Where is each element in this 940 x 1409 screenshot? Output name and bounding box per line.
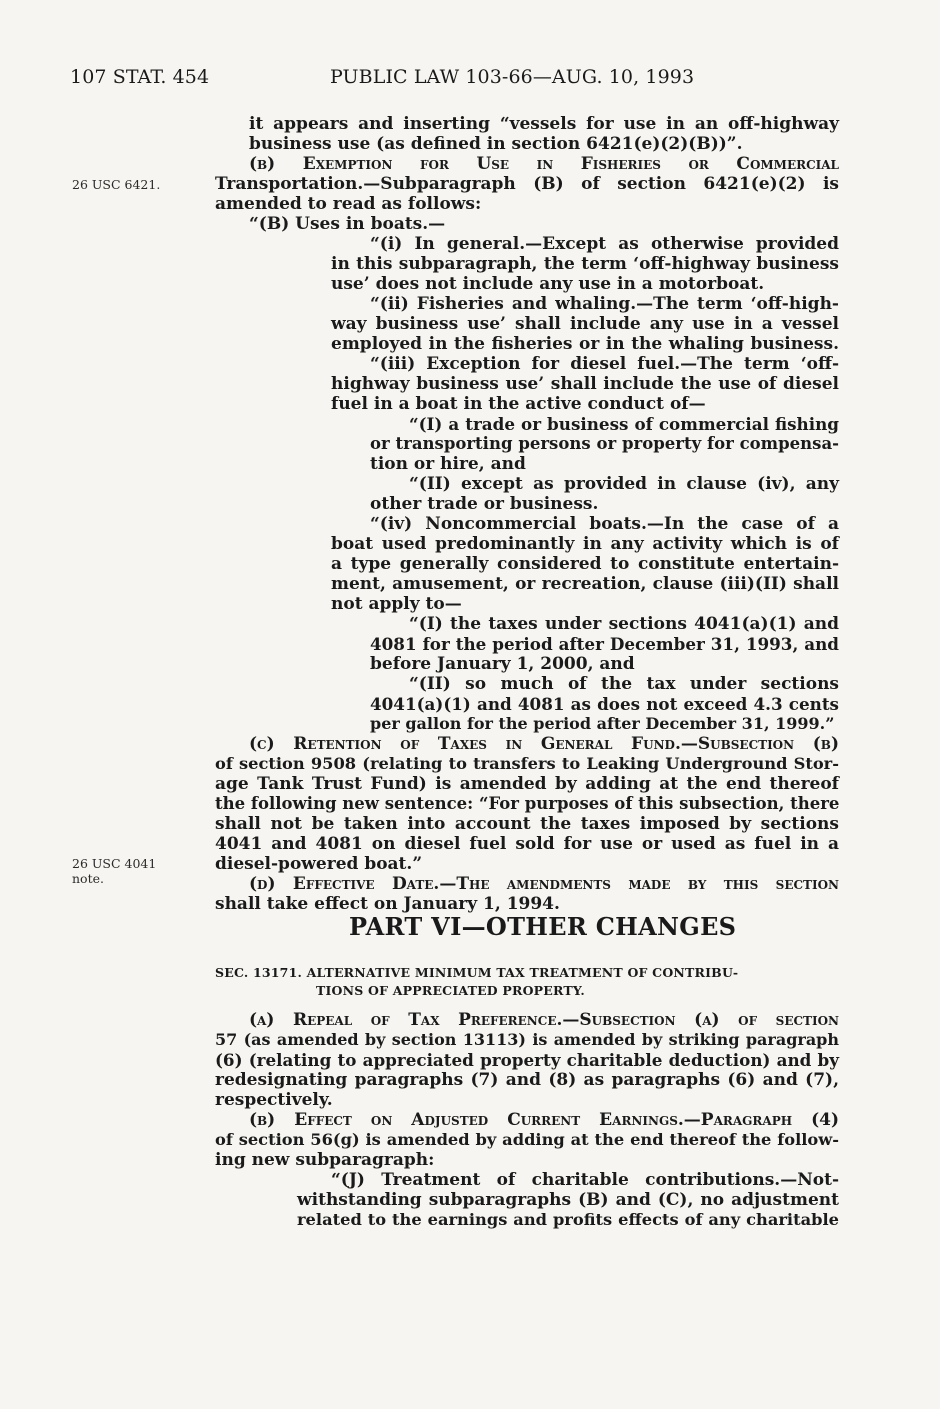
text-line: of section 56(g) is amended by adding at the end thereof the follow- xyxy=(215,1130,839,1149)
text-line: “(I) a trade or business of commercial fishing xyxy=(409,414,839,434)
text-line: (c) Retention of Taxes in General Fund.—Subsection (b) xyxy=(249,734,839,754)
part-title: PART VI—OTHER CHANGES xyxy=(349,912,737,941)
text-line: or transporting persons or property for compensa- xyxy=(370,434,839,453)
text-line: “(i) In general.—Except as otherwise provided xyxy=(370,234,839,254)
text-line: “(ii) Fisheries and whaling.—The term ‘off-high- xyxy=(370,294,839,314)
text-line: employed in the fisheries or in the whaling business. xyxy=(331,334,839,354)
text-line: way business use’ shall include any use in a vessel xyxy=(331,314,839,334)
text-line: of section 9508 (relating to transfers to Leaking Underground Stor- xyxy=(215,754,839,773)
text-line: 4041 and 4081 on diesel fuel sold for use or used as fuel in a xyxy=(215,834,839,854)
text-line: 4081 for the period after December 31, 1993, and xyxy=(370,634,839,654)
text-line: “(J) Treatment of charitable contributions.—Not- xyxy=(331,1170,839,1190)
text-line: tion or hire, and xyxy=(370,454,526,474)
text-line: per gallon for the period after December 31, 1999.” xyxy=(370,714,835,733)
text-line: shall take effect on January 1, 1994. xyxy=(215,894,560,914)
text-line: business use (as defined in section 6421(e)(2)(B))”. xyxy=(249,134,743,154)
text-line: redesignating paragraphs (7) and (8) as paragraphs (6) and (7), xyxy=(215,1070,839,1090)
text-line: other trade or business. xyxy=(370,494,599,514)
text-line: related to the earnings and profits effects of any charitable xyxy=(297,1210,839,1229)
running-header: PUBLIC LAW 103-66—AUG. 10, 1993 xyxy=(330,66,695,88)
text-line: in this subparagraph, the term ‘off-highway business xyxy=(331,254,839,274)
text-line: “(iv) Noncommercial boats.—In the case of a xyxy=(370,514,839,534)
section-heading-continued: TIONS OF APPRECIATED PROPERTY. xyxy=(316,983,585,998)
text-line: (b) Exemption for Use in Fisheries or Commercial xyxy=(249,154,839,174)
text-line: “(II) except as provided in clause (iv), any xyxy=(409,474,839,494)
margin-note-usc-4041: 26 USC 4041 xyxy=(72,856,157,871)
text-line: amended to read as follows: xyxy=(215,194,482,214)
text-line: “(iii) Exception for diesel fuel.—The term ‘off- xyxy=(370,354,839,374)
section-heading: SEC. 13171. ALTERNATIVE MINIMUM TAX TREATMENT OF CONTRIBU- xyxy=(215,965,739,980)
text-line: the following new sentence: “For purposes of this subsection, there xyxy=(215,794,840,813)
text-line: not apply to— xyxy=(331,594,462,614)
text-line: a type generally considered to constitute entertain- xyxy=(331,554,839,574)
text-line: (d) Effective Date.—The amendments made by this section xyxy=(249,874,839,894)
text-line: boat used predominantly in any activity which is of xyxy=(331,534,839,554)
text-line: (6) (relating to appreciated property charitable deduction) and by xyxy=(215,1050,839,1070)
text-line: (a) Repeal of Tax Preference.—Subsection (a) of section xyxy=(249,1010,839,1030)
margin-note-usc-4041-note: note. xyxy=(72,871,104,886)
text-line: age Tank Trust Fund) is amended by adding at the end thereof xyxy=(215,774,839,794)
text-line: 57 (as amended by section 13113) is amended by striking paragraph xyxy=(215,1030,839,1049)
text-line: use’ does not include any use in a motorboat. xyxy=(331,274,765,294)
margin-note-usc-6421: 26 USC 6421. xyxy=(72,177,161,192)
text-line: “(I) the taxes under sections 4041(a)(1) and xyxy=(409,614,839,634)
text-line: withstanding subparagraphs (B) and (C), no adjustment xyxy=(297,1190,839,1210)
text-line: Transportation.—Subparagraph (B) of section 6421(e)(2) is xyxy=(215,174,839,194)
text-line: highway business use’ shall include the use of diesel xyxy=(331,374,839,394)
text-line: shall not be taken into account the taxes imposed by sections xyxy=(215,814,839,834)
text-line: diesel-powered boat.” xyxy=(215,854,423,874)
text-line: before January 1, 2000, and xyxy=(370,654,635,674)
text-line: ment, amusement, or recreation, clause (iii)(II) shall xyxy=(331,574,839,594)
text-line: 4041(a)(1) and 4081 as does not exceed 4.3 cents xyxy=(370,694,839,714)
text-line: “(B) Uses in boats.— xyxy=(249,214,446,234)
text-line: respectively. xyxy=(215,1090,333,1110)
text-line: ing new subparagraph: xyxy=(215,1150,435,1170)
text-line: it appears and inserting “vessels for use in an off-highway xyxy=(249,114,839,134)
text-line: fuel in a boat in the active conduct of— xyxy=(331,394,706,414)
text-line: (b) Effect on Adjusted Current Earnings.—Paragraph (4) xyxy=(249,1110,839,1130)
stat-page-number: 107 STAT. 454 xyxy=(70,66,210,88)
text-line: “(II) so much of the tax under sections xyxy=(409,674,839,694)
